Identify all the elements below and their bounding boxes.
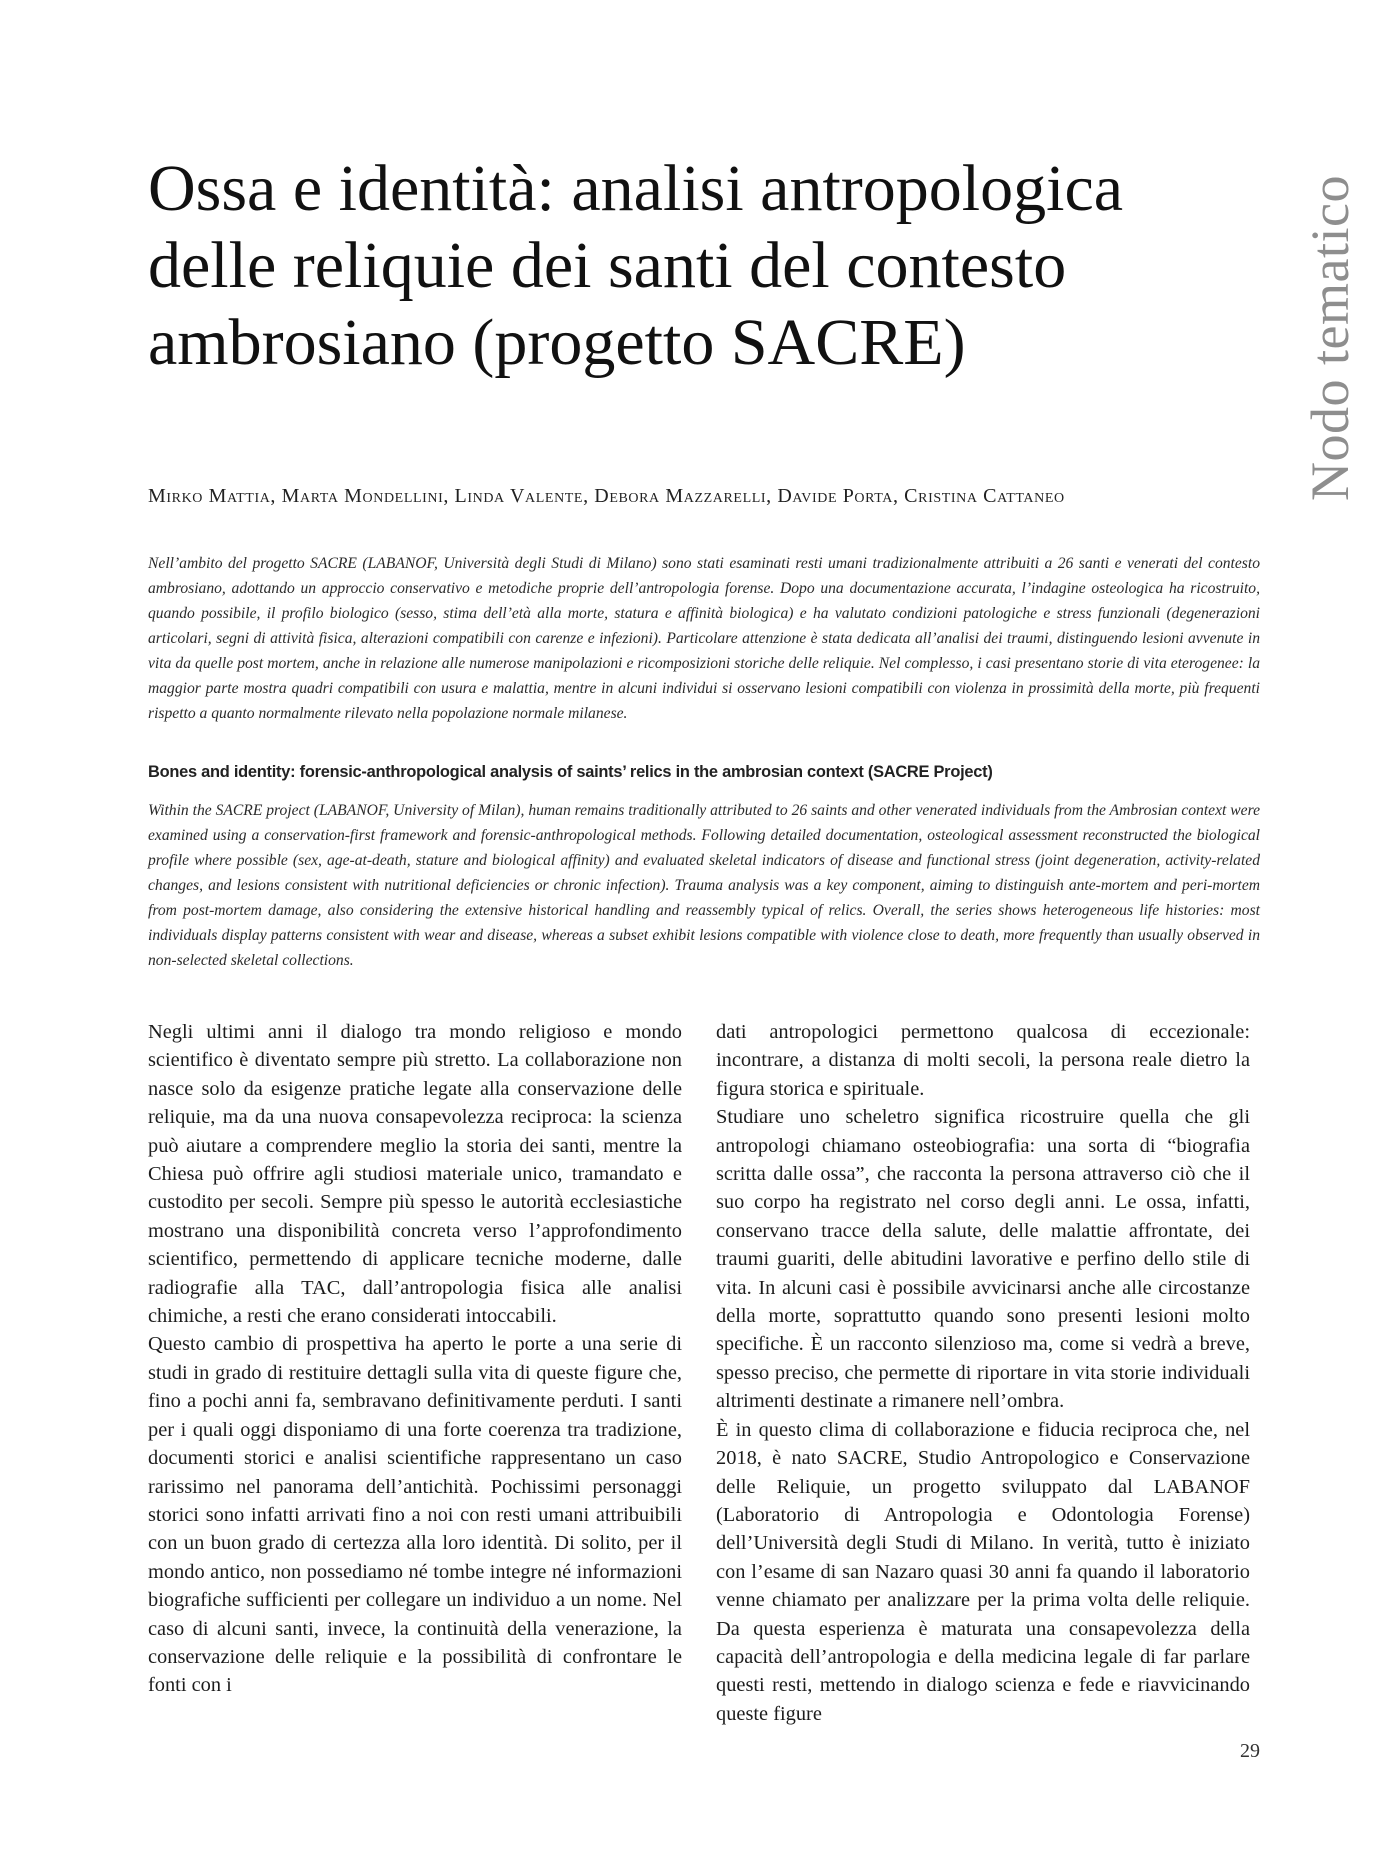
body-column-left xyxy=(148,1018,682,1700)
section-label-text: Nodo tematico xyxy=(1300,175,1361,501)
body-paragraph: Questo cambio di prospettiva ha aperto le porte a una serie di studi in grado di restituire dettagli sulla vita di queste figure che, fino a pochi anni fa, sembravano definitivamente perduti. I santi per i quali oggi disponiamo di una forte coerenza tra tradizione, documenti storici e analisi scientifiche rappresentano un caso rarissimo nel panorama dell’antichità. Pochissimi personaggi storici sono infatti arrivati fino a noi con resti umani attribuibili con un buon grado di certezza alla loro identità. Di solito, per il mondo antico, non possediamo né tombe integre né informazioni biografiche sufficienti per collegare un individuo a un nome. Nel caso di alcuni santi, invece, la continuità della venerazione, la conservazione delle reliquie e la possibilità di confrontare le fonti con i xyxy=(148,1333,682,1697)
body-column-right xyxy=(716,1018,1250,1728)
abstract-italian: Nell’ambito del progetto SACRE (LABANOF, Università degli Studi di Milano) sono stati esaminati resti umani tradizionalmente attribuiti a 26 santi e venerati del contesto ambrosiano, adottando un approccio conservativo e metodiche proprie dell’antropologia forense. Dopo una documentazione accurata, l’indagine osteologica ha ricostruito, quando possibile, il profilo biologico (sesso, stima dell’età alla morte, statura e affinità biologica) e ha valutato condizioni patologiche e stress funzionali (degenerazioni articolari, segni di attività fisica, alterazioni compatibili con carenze e infezioni). Particolare attenzione è stata dedicata all’analisi dei traumi, distinguendo lesioni avvenute in vita da quelle post mortem, anche in relazione alle numerose manipolazioni e ricomposizioni storiche delle reliquie. Nel complesso, i casi presentano storie di vita eterogenee: la maggior parte mostra quadri compatibili con usura e malattia, mentre in alcuni individui si osservano lesioni compatibili con violenza in prossimità della morte, più frequenti rispetto a quanto normalmente rilevato nella popolazione normale milanese. xyxy=(148,555,1260,722)
body-paragraph: Negli ultimi anni il dialogo tra mondo religioso e mondo scientifico è diventato sempre più stretto. La collaborazione non nasce solo da esigenze pratiche legate alla conservazione delle reliquie, ma da una nuova consapevolezza reciproca: la scienza può aiutare a comprendere meglio la storia dei santi, mentre la Chiesa può offrire agli studiosi materiale unico, tramandato e custodito per secoli. Sempre più spesso le autorità ecclesiastiche mostrano una disponibilità concreta verso l’approfondimento scientifico, permettendo di applicare tecniche moderne, dalle radiografie alla TAC, dall’antropologia fisica alle analisi chimiche, a resti che erano considerati intoccabili. xyxy=(148,1021,682,1328)
body-paragraph: È in questo clima di collaborazione e fiducia reciproca che, nel 2018, è nato SACRE, Studio Antropologico e Conservazione delle Reliquie, un progetto sviluppato dal LABANOF (Laboratorio di Antropologia e Odontologia Forense) dell’Università degli Studi di Milano. In verità, tutto è iniziato con l’esame di san Nazaro quasi 30 anni fa quando il laboratorio venne chiamato per analizzare per la prima volta delle reliquie. Da questa esperienza è maturata una consapevolezza della capacità dell’antropologia e della medicina legale di far parlare questi resti, mettendo in dialogo scienza e fede e riavvicinando queste figure xyxy=(716,1418,1250,1725)
english-title: Bones and identity: forensic-anthropological analysis of saints’ relics in the ambrosian context (SACRE Project) xyxy=(148,763,993,781)
body-paragraph: dati antropologici permettono qualcosa di eccezionale: incontrare, a distanza di molti secoli, la persona reale dietro la figura storica e spirituale. xyxy=(716,1021,1250,1100)
page-number: 29 xyxy=(1240,1740,1260,1762)
article-title: Ossa e identità: analisi antropologica delle reliquie dei santi del contesto ambrosiano (progetto SACRE) xyxy=(148,152,1124,379)
body-paragraph: Studiare uno scheletro significa ricostruire quella che gli antropologi chiamano osteobiografia: una sorta di “biografia scritta dalle ossa”, che racconta la persona attraverso ciò che il suo corpo ha registrato nel corso degli anni. Le ossa, infatti, conservano tracce della salute, delle malattie affrontate, dei traumi guariti, delle abitudini lavorative e perfino dello stile di vita. In alcuni casi è possibile avvicinarsi anche alle circostanze della morte, soprattutto quando sono presenti lesioni molto specifiche. È un racconto silenzioso ma, come si vedrà a breve, spesso preciso, che permette di riportare in vita storie individuali altrimenti destinate a rimanere nell’ombra. xyxy=(716,1106,1250,1413)
abstract-english: Within the SACRE project (LABANOF, University of Milan), human remains traditionally attributed to 26 saints and other venerated individuals from the Ambrosian context were examined using a conservation-first framework and forensic-anthropological methods. Following detailed documentation, osteological assessment reconstructed the biological profile where possible (sex, age-at-death, stature and biological affinity) and evaluated skeletal indicators of disease and functional stress (joint degeneration, activity-related changes, and lesions consistent with nutritional deficiencies or chronic infection). Trauma analysis was a key component, aiming to distinguish ante-mortem and peri-mortem from post-mortem damage, also considering the extensive historical handling and reassembly typical of relics. Overall, the series shows heterogeneous life histories: most individuals display patterns consistent with wear and disease, whereas a subset exhibit lesions compatible with violence close to death, more frequently than usually observed in non-selected skeletal collections. xyxy=(148,802,1260,969)
author-list: Mirko Mattia, Marta Mondellini, Linda Valente, Debora Mazzarelli, Davide Porta, Cristina Cattaneo xyxy=(148,485,1065,507)
section-label xyxy=(1300,175,1361,501)
